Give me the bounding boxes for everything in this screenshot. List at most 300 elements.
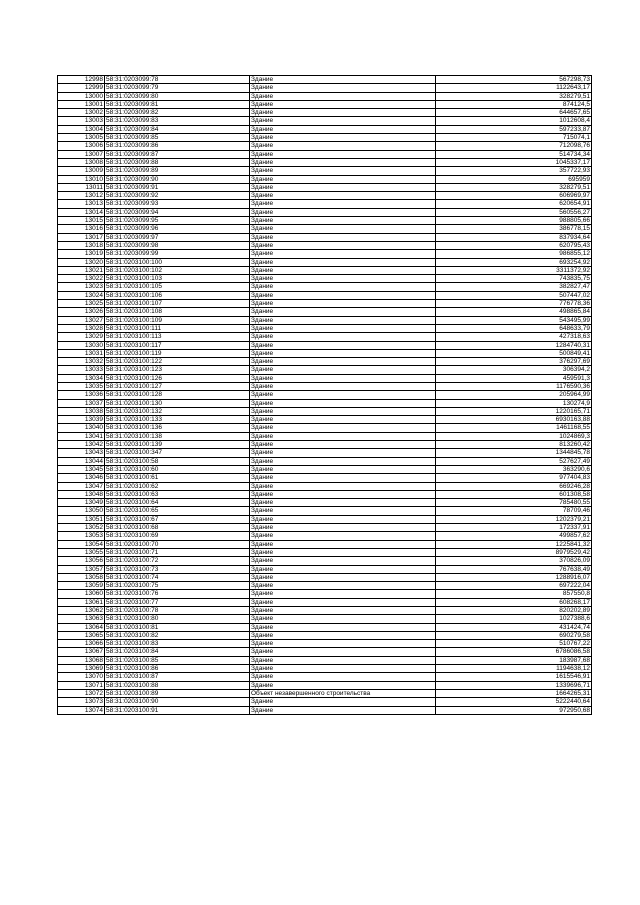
cadastral-value-cell: 1288916,07	[436, 573, 592, 581]
table-row	[58, 449, 592, 457]
row-number-cell: 13035	[58, 382, 105, 390]
cadastral-value-cell: 459591,3	[436, 374, 592, 382]
cadastral-value-cell: 693254,92	[436, 258, 592, 266]
object-type-cell: Здание	[250, 465, 436, 473]
row-number-cell: 13037	[58, 399, 105, 407]
cadastral-number-cell: 58:31:0203100:105	[105, 283, 250, 291]
row-number-cell: 13027	[58, 316, 105, 324]
object-type-cell: Здание	[250, 399, 436, 407]
cadastral-value-cell: 644657,65	[436, 109, 592, 117]
table-row	[58, 358, 592, 366]
table-row	[58, 366, 592, 374]
table-row	[58, 391, 592, 399]
object-type-cell: Здание	[250, 665, 436, 673]
cadastral-value-cell: 183987,68	[436, 656, 592, 664]
table-row	[58, 441, 592, 449]
cadastral-number-cell: 58:31:0203100:90	[105, 698, 250, 706]
cadastral-value-cell: 328279,51	[436, 92, 592, 100]
object-type-cell: Здание	[250, 225, 436, 233]
cadastral-number-cell: 58:31:0203100:139	[105, 441, 250, 449]
row-number-cell: 12999	[58, 84, 105, 92]
cadastral-number-cell: 58:31:0203100:61	[105, 474, 250, 482]
table-row	[58, 482, 592, 490]
row-number-cell: 13010	[58, 175, 105, 183]
cadastral-number-cell: 58:31:0203100:100	[105, 258, 250, 266]
row-number-cell: 13017	[58, 233, 105, 241]
table-row	[58, 142, 592, 150]
table-row	[58, 150, 592, 158]
table-row	[58, 524, 592, 532]
object-type-cell: Здание	[250, 540, 436, 548]
cadastral-value-cell: 507447,02	[436, 291, 592, 299]
row-number-cell: 13068	[58, 656, 105, 664]
object-type-cell: Здание	[250, 241, 436, 249]
cadastral-value-cell: 386778,15	[436, 225, 592, 233]
row-number-cell: 13064	[58, 623, 105, 631]
table-row	[58, 706, 592, 714]
cadastral-value-cell: 620654,91	[436, 200, 592, 208]
table-row	[58, 208, 592, 216]
row-number-cell: 13055	[58, 548, 105, 556]
cadastral-number-cell: 58:31:0203099:92	[105, 192, 250, 200]
table-row	[58, 217, 592, 225]
cadastral-number-cell: 58:31:0203099:89	[105, 167, 250, 175]
cadastral-value-cell: 6930163,88	[436, 416, 592, 424]
table-row	[58, 316, 592, 324]
object-type-cell: Здание	[250, 640, 436, 648]
table-row	[58, 432, 592, 440]
cadastral-value-cell: 499857,62	[436, 532, 592, 540]
cadastral-number-cell: 58:31:0203100:80	[105, 615, 250, 623]
table-row	[58, 465, 592, 473]
row-number-cell: 13067	[58, 648, 105, 656]
table-row	[58, 266, 592, 274]
row-number-cell: 13070	[58, 673, 105, 681]
cadastral-value-cell: 370826,09	[436, 557, 592, 565]
row-number-cell: 13016	[58, 225, 105, 233]
cadastral-number-cell: 58:31:0203099:87	[105, 150, 250, 158]
cadastral-number-cell: 58:31:0203100:126	[105, 374, 250, 382]
object-type-cell: Здание	[250, 250, 436, 258]
object-type-cell: Здание	[250, 648, 436, 656]
row-number-cell: 13004	[58, 125, 105, 133]
cadastral-number-cell: 58:31:0203100:58	[105, 457, 250, 465]
object-type-cell: Здание	[250, 92, 436, 100]
cadastral-value-cell: 669246,28	[436, 482, 592, 490]
table-row	[58, 631, 592, 639]
cadastral-value-cell: 597233,87	[436, 125, 592, 133]
object-type-cell: Здание	[250, 300, 436, 308]
cadastral-number-cell: 58:31:0203099:97	[105, 233, 250, 241]
cadastral-number-cell: 58:31:0203099:88	[105, 158, 250, 166]
table-row	[58, 167, 592, 175]
table-row	[58, 333, 592, 341]
cadastral-value-cell: 78709,46	[436, 507, 592, 515]
cadastral-number-cell: 58:31:0203100:77	[105, 598, 250, 606]
object-type-cell: Здание	[250, 109, 436, 117]
cadastral-value-cell: 776778,36	[436, 300, 592, 308]
cadastral-value-cell: 690279,58	[436, 631, 592, 639]
cadastral-number-cell: 58:31:0203100:70	[105, 540, 250, 548]
table-row	[58, 582, 592, 590]
object-type-cell: Здание	[250, 441, 436, 449]
cadastral-number-cell: 58:31:0203099:84	[105, 125, 250, 133]
cadastral-value-cell: 988805,66	[436, 217, 592, 225]
cadastral-number-cell: 58:31:0203100:103	[105, 275, 250, 283]
row-number-cell: 13066	[58, 640, 105, 648]
cadastral-number-cell: 58:31:0203099:93	[105, 200, 250, 208]
row-number-cell: 13041	[58, 432, 105, 440]
row-number-cell: 13072	[58, 689, 105, 697]
table-row	[58, 300, 592, 308]
row-number-cell: 13073	[58, 698, 105, 706]
row-number-cell: 13036	[58, 391, 105, 399]
cadastral-number-cell: 58:31:0203100:62	[105, 482, 250, 490]
table-row	[58, 233, 592, 241]
cadastral-value-cell: 712098,76	[436, 142, 592, 150]
cadastral-number-cell: 58:31:0203100:74	[105, 573, 250, 581]
cadastral-value-cell: 601308,58	[436, 490, 592, 498]
cadastral-value-cell: 767638,49	[436, 565, 592, 573]
table-row	[58, 349, 592, 357]
object-type-cell: Здание	[250, 142, 436, 150]
cadastral-value-cell: 363290,6	[436, 465, 592, 473]
row-number-cell: 13018	[58, 241, 105, 249]
cadastral-value-cell: 977404,83	[436, 474, 592, 482]
cadastral-number-cell: 58:31:0203099:95	[105, 217, 250, 225]
object-type-cell: Здание	[250, 416, 436, 424]
table-row	[58, 134, 592, 142]
object-type-cell: Здание	[250, 324, 436, 332]
cadastral-value-cell: 1122643,17	[436, 84, 592, 92]
table-row	[58, 117, 592, 125]
object-type-cell: Здание	[250, 457, 436, 465]
object-type-cell: Здание	[250, 175, 436, 183]
cadastral-number-cell: 58:31:0203100:122	[105, 358, 250, 366]
object-type-cell: Здание	[250, 374, 436, 382]
cadastral-number-cell: 58:31:0203100:109	[105, 316, 250, 324]
table-row	[58, 565, 592, 573]
object-type-cell: Здание	[250, 565, 436, 573]
table-row	[58, 532, 592, 540]
table-row	[58, 407, 592, 415]
table-row	[58, 241, 592, 249]
cadastral-number-cell: 58:31:0203100:69	[105, 532, 250, 540]
cadastral-number-cell: 58:31:0203100:106	[105, 291, 250, 299]
table-row	[58, 374, 592, 382]
table-row	[58, 200, 592, 208]
cadastral-number-cell: 58:31:0203100:84	[105, 648, 250, 656]
cadastral-number-cell: 58:31:0203100:119	[105, 349, 250, 357]
table-row	[58, 648, 592, 656]
cadastral-value-cell: 1220165,71	[436, 407, 592, 415]
cadastral-number-cell: 58:31:0203100:132	[105, 407, 250, 415]
object-type-cell: Здание	[250, 548, 436, 556]
cadastral-number-cell: 58:31:0203100:68	[105, 524, 250, 532]
table-row	[58, 640, 592, 648]
cadastral-value-cell: 1664265,31	[436, 689, 592, 697]
cadastral-value-cell: 813260,42	[436, 441, 592, 449]
cadastral-value-cell: 1284740,31	[436, 341, 592, 349]
object-type-cell: Здание	[250, 217, 436, 225]
cadastral-value-cell: 5222440,64	[436, 698, 592, 706]
object-type-cell: Здание	[250, 474, 436, 482]
row-number-cell: 13007	[58, 150, 105, 158]
row-number-cell: 13015	[58, 217, 105, 225]
cadastral-number-cell: 58:31:0203100:60	[105, 465, 250, 473]
cadastral-value-cell: 608268,17	[436, 598, 592, 606]
object-type-cell: Здание	[250, 598, 436, 606]
object-type-cell: Здание	[250, 208, 436, 216]
object-type-cell: Объект незавершенного строительства	[250, 689, 436, 697]
cadastral-number-cell: 58:31:0203100:91	[105, 706, 250, 714]
object-type-cell: Здание	[250, 607, 436, 615]
cadastral-number-cell: 58:31:0203100:347	[105, 449, 250, 457]
cadastral-value-cell: 743835,75	[436, 275, 592, 283]
row-number-cell: 13044	[58, 457, 105, 465]
row-number-cell: 13026	[58, 308, 105, 316]
row-number-cell: 13050	[58, 507, 105, 515]
row-number-cell: 13042	[58, 441, 105, 449]
row-number-cell: 13002	[58, 109, 105, 117]
object-type-cell: Здание	[250, 499, 436, 507]
cadastral-value-cell: 527627,49	[436, 457, 592, 465]
row-number-cell: 13052	[58, 524, 105, 532]
cadastral-number-cell: 58:31:0203099:90	[105, 175, 250, 183]
cadastral-value-cell: 606969,97	[436, 192, 592, 200]
cadastral-number-cell: 58:31:0203099:96	[105, 225, 250, 233]
object-type-cell: Здание	[250, 233, 436, 241]
cadastral-value-cell: 3311372,92	[436, 266, 592, 274]
table-row	[58, 416, 592, 424]
cadastral-value-cell: 382827,47	[436, 283, 592, 291]
cadastral-value-cell: 431424,74	[436, 623, 592, 631]
cadastral-value-cell: 648633,79	[436, 324, 592, 332]
table-row	[58, 615, 592, 623]
row-number-cell: 13059	[58, 582, 105, 590]
cadastral-number-cell: 58:31:0203100:123	[105, 366, 250, 374]
object-type-cell: Здание	[250, 424, 436, 432]
object-type-cell: Здание	[250, 706, 436, 714]
object-type-cell: Здание	[250, 482, 436, 490]
cadastral-number-cell: 58:31:0203100:78	[105, 607, 250, 615]
cadastral-value-cell: 1027388,6	[436, 615, 592, 623]
cadastral-value-cell: 820202,89	[436, 607, 592, 615]
cadastral-value-cell: 715074,1	[436, 134, 592, 142]
table-row	[58, 474, 592, 482]
row-number-cell: 13063	[58, 615, 105, 623]
cadastral-value-cell: 560556,27	[436, 208, 592, 216]
object-type-cell: Здание	[250, 333, 436, 341]
row-number-cell: 13001	[58, 100, 105, 108]
cadastral-value-cell: 1615546,91	[436, 673, 592, 681]
object-type-cell: Здание	[250, 507, 436, 515]
table-row	[58, 125, 592, 133]
object-type-cell: Здание	[250, 167, 436, 175]
object-type-cell: Здание	[250, 341, 436, 349]
cadastral-value-cell: 427318,63	[436, 333, 592, 341]
table-row	[58, 548, 592, 556]
table-row	[58, 225, 592, 233]
table-row	[58, 341, 592, 349]
object-type-cell: Здание	[250, 258, 436, 266]
table-row	[58, 324, 592, 332]
cadastral-value-cell: 1339696,71	[436, 681, 592, 689]
object-type-cell: Здание	[250, 391, 436, 399]
cadastral-value-cell: 620795,43	[436, 241, 592, 249]
row-number-cell: 13019	[58, 250, 105, 258]
cadastral-number-cell: 58:31:0203100:81	[105, 623, 250, 631]
row-number-cell: 13065	[58, 631, 105, 639]
cadastral-value-cell: 785480,55	[436, 499, 592, 507]
row-number-cell: 13069	[58, 665, 105, 673]
cadastral-number-cell: 58:31:0203100:64	[105, 499, 250, 507]
table-row	[58, 76, 592, 84]
table-row	[58, 507, 592, 515]
table-row	[58, 424, 592, 432]
cadastral-value-cell: 1176590,36	[436, 382, 592, 390]
row-number-cell: 13053	[58, 532, 105, 540]
table-row	[58, 673, 592, 681]
cadastral-number-cell: 58:31:0203100:82	[105, 631, 250, 639]
row-number-cell: 13040	[58, 424, 105, 432]
object-type-cell: Здание	[250, 275, 436, 283]
table-row	[58, 100, 592, 108]
cadastral-value-cell: 8979529,42	[436, 548, 592, 556]
cadastral-value-cell: 357722,93	[436, 167, 592, 175]
object-type-cell: Здание	[250, 515, 436, 523]
table-row	[58, 557, 592, 565]
cadastral-value-cell: 986855,12	[436, 250, 592, 258]
cadastral-value-cell: 1045337,17	[436, 158, 592, 166]
cadastral-number-cell: 58:31:0203100:67	[105, 515, 250, 523]
row-number-cell: 13074	[58, 706, 105, 714]
table-row	[58, 499, 592, 507]
cadastral-value-cell: 695959	[436, 175, 592, 183]
object-type-cell: Здание	[250, 615, 436, 623]
cadastral-number-cell: 58:31:0203100:89	[105, 689, 250, 697]
cadastral-value-cell: 130274,9	[436, 399, 592, 407]
cadastral-value-cell: 6786086,58	[436, 648, 592, 656]
object-type-cell: Здание	[250, 158, 436, 166]
row-number-cell: 13031	[58, 349, 105, 357]
row-number-cell: 13021	[58, 266, 105, 274]
cadastral-value-table	[57, 75, 592, 715]
object-type-cell: Здание	[250, 382, 436, 390]
table-row	[58, 275, 592, 283]
row-number-cell: 12998	[58, 76, 105, 84]
cadastral-value-cell: 1344845,78	[436, 449, 592, 457]
row-number-cell: 13038	[58, 407, 105, 415]
table-body	[58, 76, 592, 715]
cadastral-value-cell: 972950,68	[436, 706, 592, 714]
table-row	[58, 607, 592, 615]
cadastral-number-cell: 58:31:0203100:73	[105, 565, 250, 573]
row-number-cell: 13058	[58, 573, 105, 581]
object-type-cell: Здание	[250, 316, 436, 324]
table-row	[58, 258, 592, 266]
cadastral-number-cell: 58:31:0203100:111	[105, 324, 250, 332]
row-number-cell: 13014	[58, 208, 105, 216]
cadastral-number-cell: 58:31:0203100:88	[105, 681, 250, 689]
table-row	[58, 183, 592, 191]
row-number-cell: 13045	[58, 465, 105, 473]
table-row	[58, 192, 592, 200]
cadastral-number-cell: 58:31:0203100:130	[105, 399, 250, 407]
table-row	[58, 598, 592, 606]
cadastral-number-cell: 58:31:0203100:127	[105, 382, 250, 390]
table-row	[58, 92, 592, 100]
row-number-cell: 13005	[58, 134, 105, 142]
object-type-cell: Здание	[250, 407, 436, 415]
cadastral-value-cell: 500849,41	[436, 349, 592, 357]
row-number-cell: 13013	[58, 200, 105, 208]
table-row	[58, 665, 592, 673]
row-number-cell: 13024	[58, 291, 105, 299]
row-number-cell: 13048	[58, 490, 105, 498]
object-type-cell: Здание	[250, 590, 436, 598]
cadastral-value-cell: 1024869,3	[436, 432, 592, 440]
table-row	[58, 573, 592, 581]
cadastral-number-cell: 58:31:0203100:86	[105, 665, 250, 673]
cadastral-value-cell: 510767,22	[436, 640, 592, 648]
object-type-cell: Здание	[250, 117, 436, 125]
cadastral-number-cell: 58:31:0203099:82	[105, 109, 250, 117]
object-type-cell: Здание	[250, 183, 436, 191]
row-number-cell: 13043	[58, 449, 105, 457]
cadastral-number-cell: 58:31:0203099:85	[105, 134, 250, 142]
object-type-cell: Здание	[250, 623, 436, 631]
row-number-cell: 13033	[58, 366, 105, 374]
row-number-cell: 13062	[58, 607, 105, 615]
row-number-cell: 13009	[58, 167, 105, 175]
cadastral-number-cell: 58:31:0203099:79	[105, 84, 250, 92]
cadastral-number-cell: 58:31:0203100:65	[105, 507, 250, 515]
row-number-cell: 13054	[58, 540, 105, 548]
object-type-cell: Здание	[250, 490, 436, 498]
cadastral-value-cell: 1012608,4	[436, 117, 592, 125]
object-type-cell: Здание	[250, 100, 436, 108]
cadastral-number-cell: 58:31:0203099:83	[105, 117, 250, 125]
object-type-cell: Здание	[250, 200, 436, 208]
table-row	[58, 515, 592, 523]
cadastral-number-cell: 58:31:0203100:85	[105, 656, 250, 664]
cadastral-value-cell: 874124,5	[436, 100, 592, 108]
table-row	[58, 590, 592, 598]
object-type-cell: Здание	[250, 557, 436, 565]
object-type-cell: Здание	[250, 134, 436, 142]
table-row	[58, 540, 592, 548]
object-type-cell: Здание	[250, 358, 436, 366]
object-type-cell: Здание	[250, 582, 436, 590]
row-number-cell: 13023	[58, 283, 105, 291]
object-type-cell: Здание	[250, 432, 436, 440]
object-type-cell: Здание	[250, 150, 436, 158]
cadastral-number-cell: 58:31:0203100:108	[105, 308, 250, 316]
table-row	[58, 623, 592, 631]
table-row	[58, 291, 592, 299]
row-number-cell: 13029	[58, 333, 105, 341]
cadastral-number-cell: 58:31:0203100:107	[105, 300, 250, 308]
cadastral-value-cell: 1194638,12	[436, 665, 592, 673]
cadastral-value-cell: 172337,91	[436, 524, 592, 532]
cadastral-value-cell: 697222,04	[436, 582, 592, 590]
cadastral-number-cell: 58:31:0203100:117	[105, 341, 250, 349]
table-row	[58, 250, 592, 258]
object-type-cell: Здание	[250, 291, 436, 299]
cadastral-number-cell: 58:31:0203099:81	[105, 100, 250, 108]
cadastral-value-cell: 857550,8	[436, 590, 592, 598]
